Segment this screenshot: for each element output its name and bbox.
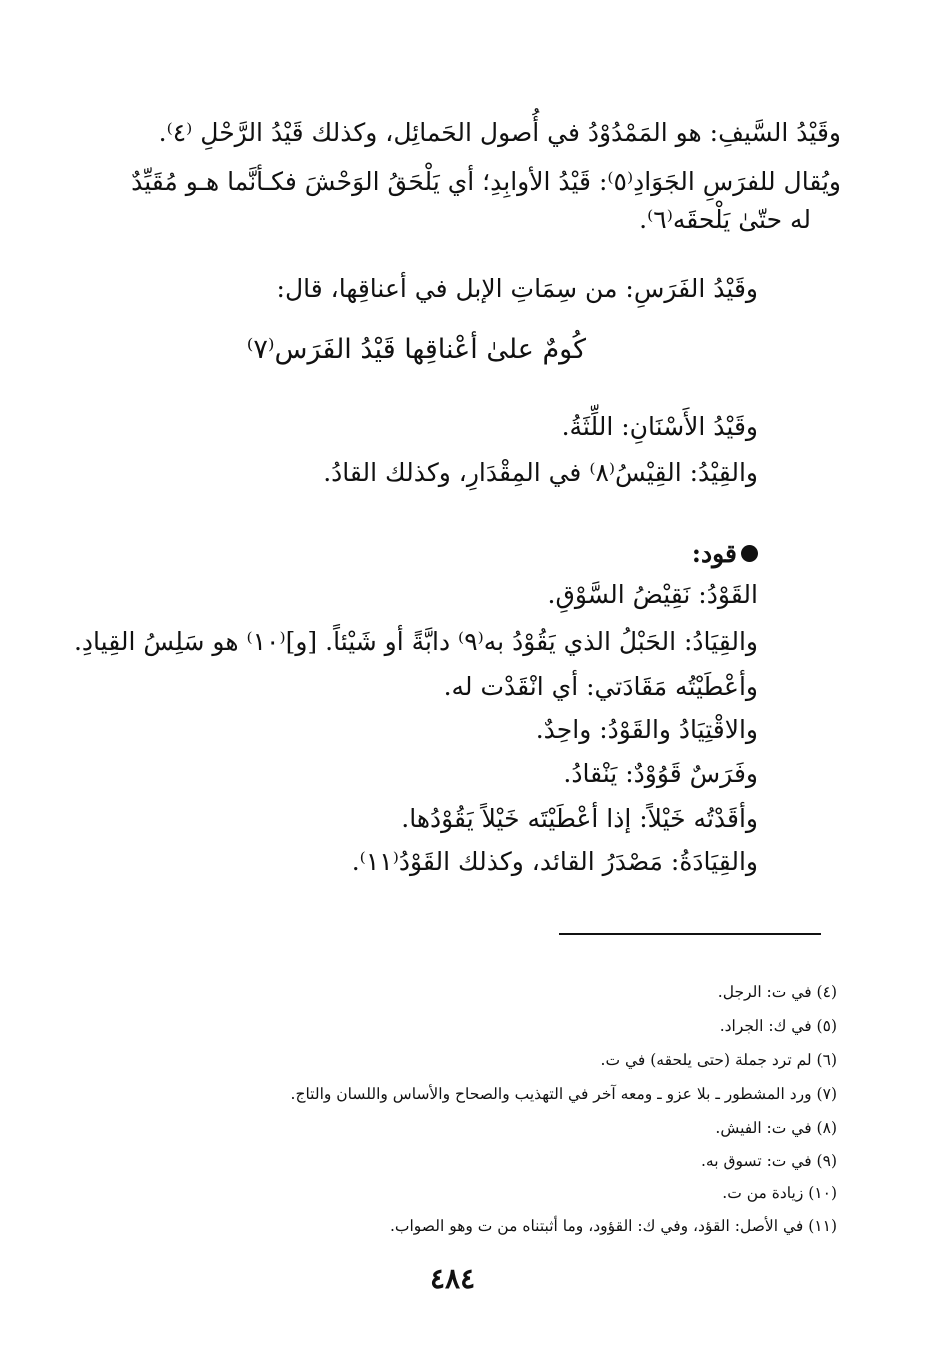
verse-line: كُومٌ علىٰ أعْناقِها قَيْدُ الفَرَس⁽٧⁾ [246, 334, 586, 365]
bullet-icon [741, 545, 758, 562]
text-line-11: وفَرَسٌ قَوُوْدٌ: يَنْقادُ. [563, 759, 758, 788]
footnote-11: (١١) في الأصل: القؤد، وفي ك: القؤود، وما أثبتناه من ت وهو الصواب. [389, 1217, 837, 1235]
footnote-6: (٦) لم ترد جملة (حتى يلحقه) في ت. [600, 1051, 837, 1069]
footnote-5: (٥) في ك: الجراد. [719, 1017, 837, 1035]
text-line-10: والاقْتِيَادُ والقَوْدُ: واحِدٌ. [535, 715, 758, 744]
text-line-5: وقَيْدُ الأَسْنَانِ: اللِّثَةُ. [561, 412, 758, 441]
text-line-6: والقِيْدُ: القِيْسُ⁽٨⁾ في المِقْدَارِ، وكذلك القادُ. [323, 458, 758, 487]
text-line-7: القَوْدُ: نَقِيْضُ السَّوْقِ. [547, 580, 758, 609]
text-line-1: وقَيْدُ السَّيفِ: هو المَمْدُوْدُ في أُصول الحَمائِل، وكذلك قَيْدُ الرَّحْلِ ⁽٤⁾. [158, 118, 841, 147]
text-line-8: والقِيَادُ: الحَبْلُ الذي يَقُوْدُ به⁽٩⁾ دابَّةً أو شَيْئاً. [و]⁽١٠⁾ هو سَلِسُ القِيادِ. [73, 627, 758, 656]
footnote-separator [559, 933, 821, 935]
footnote-7: (٧) ورد المشطور ـ بلا عزو ـ ومعه آخر في التهذيب والصحاح والأساس واللسان والتاج. [290, 1085, 837, 1103]
text-line-2: ويُقال للفرَسِ الجَوَادِ⁽٥⁾: قَيْدُ الأوابِدِ؛ أي يَلْحَقُ الوَحْشَ فكـأنَّما هـو مُقَيِّدٌ [131, 167, 841, 196]
footnote-9: (٩) في ت: تسوق به. [700, 1152, 837, 1170]
page-number: ٤٨٤ [430, 1262, 476, 1295]
text-line-13: والقِيَادَةُ: مَصْدَرُ القائد، وكذلك القَوْدُ⁽١١⁾. [351, 847, 758, 876]
footnote-8: (٨) في ت: الفيش. [715, 1119, 837, 1137]
text-line-9: وأعْطَيْتُه مَقَادَتي: أي انْقَدْت له. [443, 672, 758, 701]
section-title: قود: [691, 539, 737, 568]
text-line-3: له حتّىٰ يَلْحقَه⁽٦⁾. [639, 205, 811, 234]
section-heading [692, 537, 758, 571]
footnote-10: (١٠) زيادة من ت. [722, 1184, 837, 1202]
text-line-4: وقَيْدُ الفَرَسِ: من سِمَاتِ الإبل في أعناقِها، قال: [276, 274, 758, 303]
footnote-4: (٤) في ت: الرجل. [717, 983, 837, 1001]
text-line-12: وأقَدْتُه خَيْلاً: إذا أعْطَيْتَه خَيْلاً يَقُوْدُها. [401, 804, 758, 833]
